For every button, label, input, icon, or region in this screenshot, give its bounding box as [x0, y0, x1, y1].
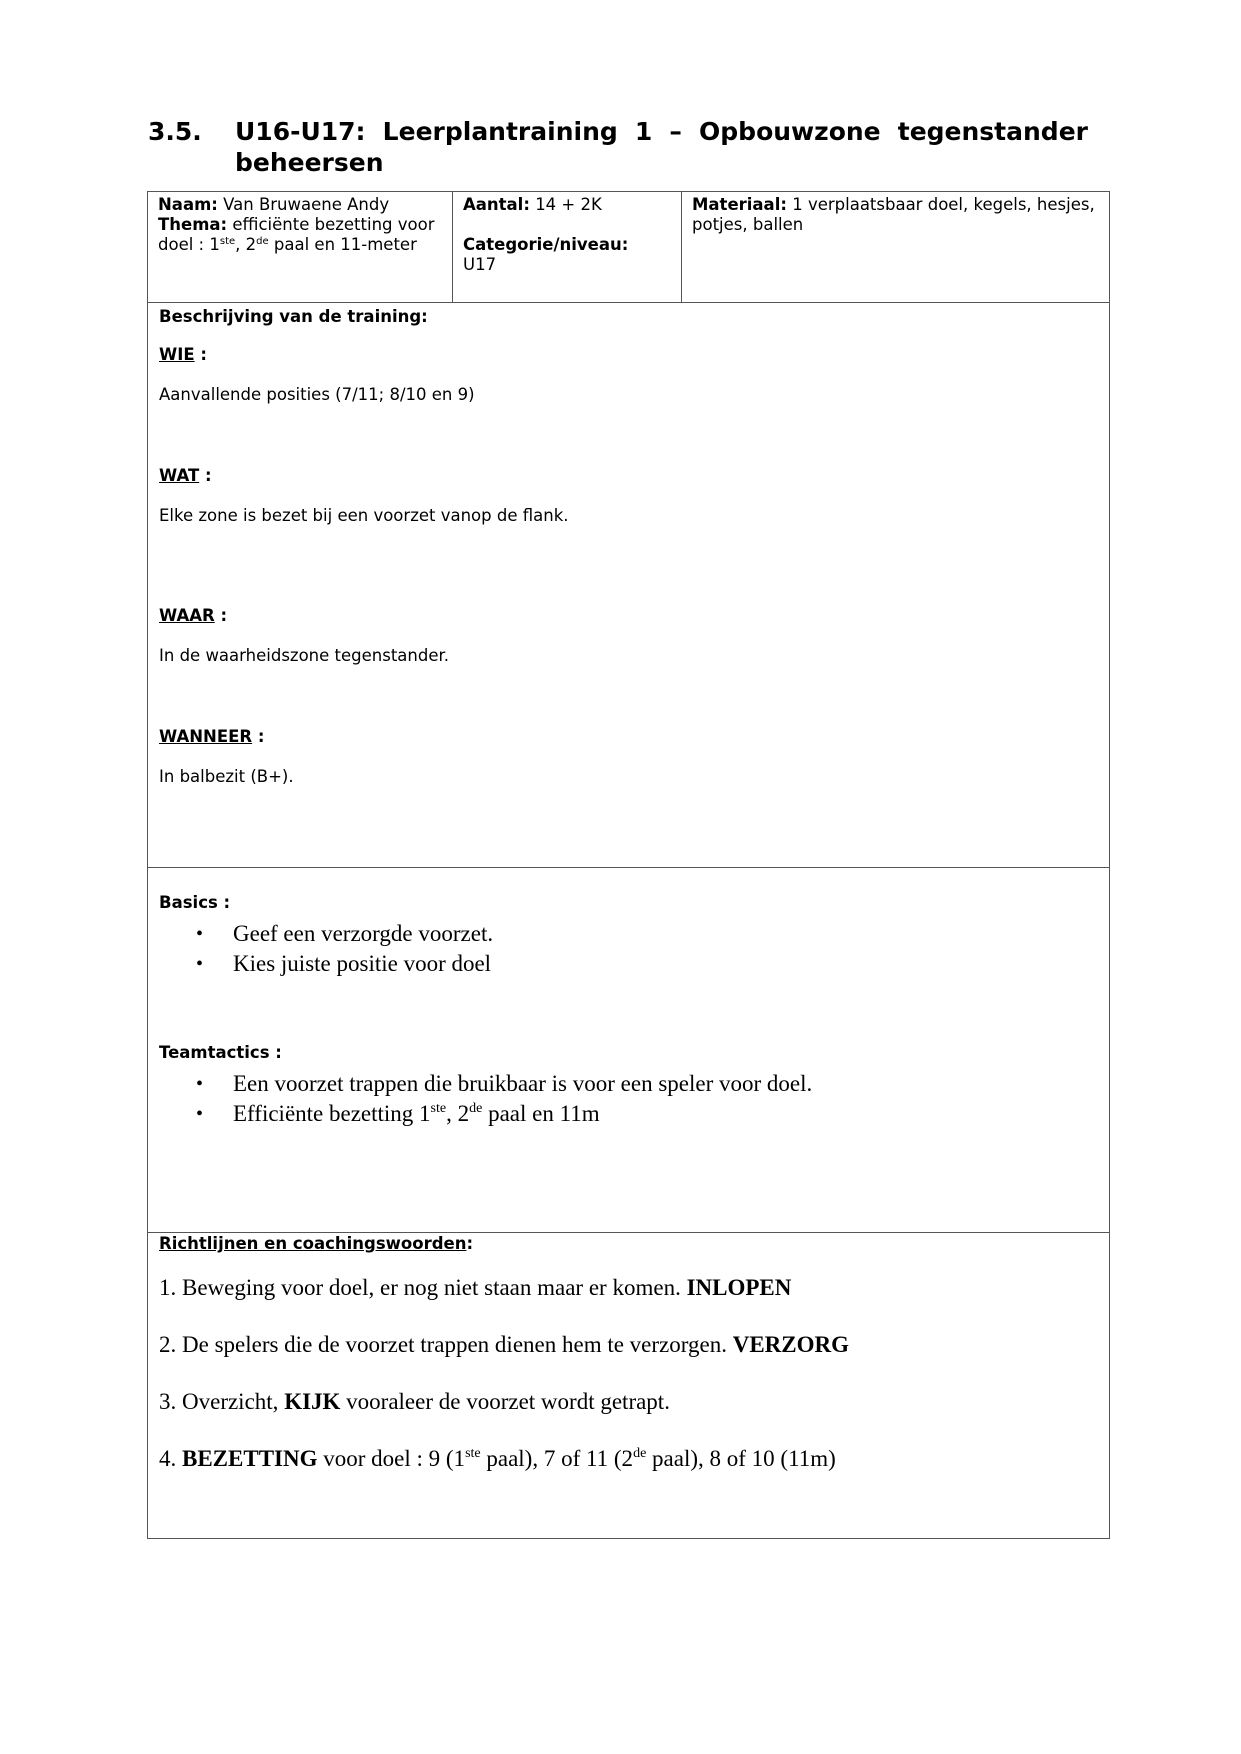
wat-text: Elke zone is bezet bij een voorzet vanop de flank. — [159, 506, 569, 525]
guideline-item-4: 4. BEZETTING voor doel : 9 (1ste paal), 7 of 11 (2de paal), 8 of 10 (11m) — [159, 1446, 836, 1471]
info-cell-name-theme — [148, 192, 453, 302]
basics-label: Basics : — [159, 893, 231, 912]
description-header: Beschrijving van de training: — [159, 307, 428, 326]
bullet-icon: • — [196, 1073, 204, 1095]
guideline-item-3: 3. Overzicht, KIJK vooraleer de voorzet wordt getrapt. — [159, 1389, 670, 1414]
materiaal-value: 1 verplaatsbaar doel, kegels, hesjes, potjes, ballen — [692, 195, 1095, 234]
guideline-item-2: 2. De spelers die de voorzet trappen dienen hem te verzorgen. VERZORG — [159, 1332, 850, 1357]
wanneer-heading: WANNEER : — [159, 727, 265, 746]
basics-section — [147, 867, 1110, 1233]
list-item: • Een voorzet trappen die bruikbaar is voor een speler voor doel. — [196, 1069, 812, 1099]
list-item: • Geef een verzorgde voorzet. — [196, 919, 493, 949]
categorie-value: U17 — [463, 255, 497, 274]
wat-heading: WAT : — [159, 466, 212, 485]
categorie-label: Categorie/niveau: — [463, 235, 629, 254]
info-cell-aantal — [453, 192, 682, 302]
richtlijnen-section — [147, 1232, 1110, 1539]
list-item: • Kies juiste positie voor doel — [196, 949, 493, 979]
aantal-value: 14 + 2K — [535, 195, 602, 214]
list-item: • Efficiënte bezetting 1ste, 2de paal en 11m — [196, 1099, 812, 1129]
bullet-icon: • — [196, 1103, 204, 1125]
aantal-label: Aantal: — [463, 195, 530, 214]
wie-heading: WIE : — [159, 345, 207, 364]
info-table — [147, 191, 1110, 303]
teamtactics-label: Teamtactics : — [159, 1043, 282, 1062]
section-title: U16-U17: Leerplantraining 1 – Opbouwzone tegenstander beheersen — [235, 117, 1088, 177]
basics-list — [196, 919, 493, 979]
waar-text: In de waarheidszone tegenstander. — [159, 646, 449, 665]
thema-value: efficiënte bezetting voor doel : 1ste, 2de paal en 11-meter — [158, 215, 435, 254]
naam-label: Naam: — [158, 195, 218, 214]
section-number: 3.5. — [148, 117, 202, 146]
bullet-icon: • — [196, 953, 204, 975]
wie-text: Aanvallende posities (7/11; 8/10 en 9) — [159, 385, 475, 404]
teamtactics-list — [196, 1069, 812, 1129]
info-cell-materiaal — [682, 192, 1109, 302]
thema-label: Thema: — [158, 215, 228, 234]
bullet-icon: • — [196, 923, 204, 945]
waar-heading: WAAR : — [159, 606, 228, 625]
naam-value: Van Bruwaene Andy — [223, 195, 390, 214]
wanneer-text: In balbezit (B+). — [159, 767, 294, 786]
guideline-item-1: 1. Beweging voor doel, er nog niet staan maar er komen. INLOPEN — [159, 1275, 792, 1300]
materiaal-label: Materiaal: — [692, 195, 787, 214]
richtlijnen-label: Richtlijnen en coachingswoorden: — [159, 1234, 474, 1253]
description-section — [147, 302, 1110, 868]
